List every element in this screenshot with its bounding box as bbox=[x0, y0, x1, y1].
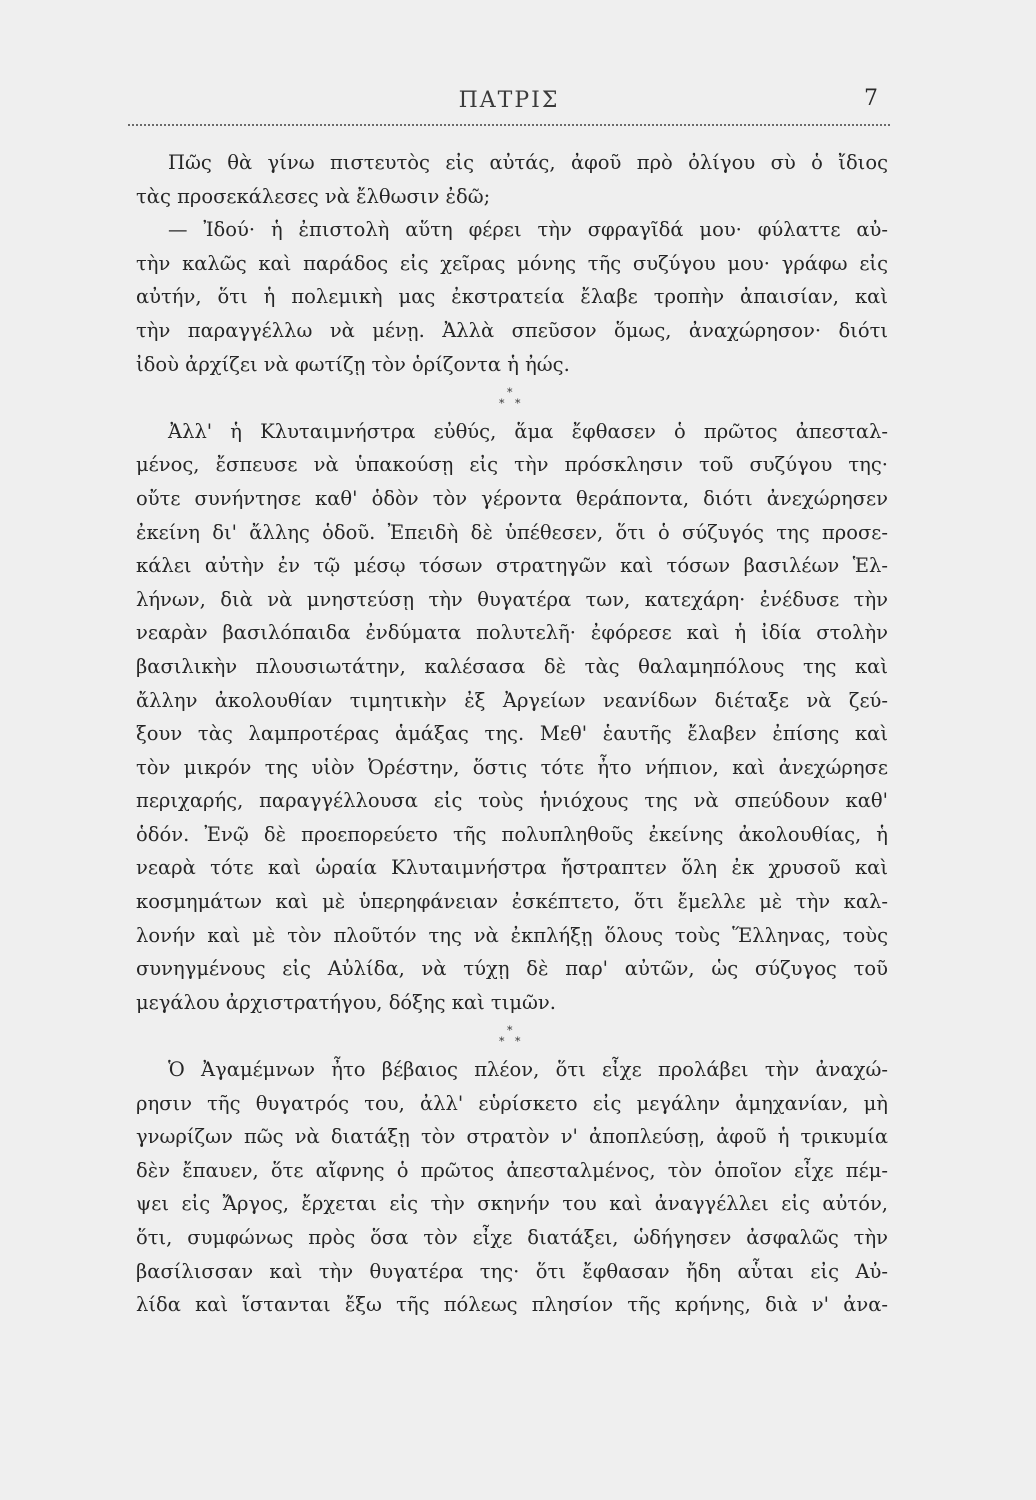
text-line: δὲν ἔπαυεν, ὅτε αἴφνης ὁ πρῶτος ἀπεσταλμένος, τὸν ὁποῖον εἶχε πέμ- bbox=[136, 1158, 888, 1182]
asterism-star: * bbox=[507, 386, 513, 400]
text-line: βασίλισσαν καὶ τὴν θυγατέρα της· ὅτι ἔφθασαν ἤδη αὗται εἰς Αὐ- bbox=[136, 1259, 888, 1283]
body-text bbox=[136, 146, 888, 1322]
text-line: νεαρὰν βασιλόπαιδα ἐνδύματα πολυτελῆ· ἐφόρεσε καὶ ἡ ἰδία στολὴν bbox=[136, 621, 888, 645]
text-line: κάλει αὐτὴν ἐν τῷ μέσῳ τόσων στρατηγῶν καὶ τόσων βασιλέων Ἑλ- bbox=[136, 554, 888, 578]
text-line: αὐτήν, ὅτι ἡ πολεμικὴ μας ἐκστρατεία ἔλαβε τροπὴν ἀπαισίαν, καὶ bbox=[136, 285, 888, 309]
asterism-star: * bbox=[499, 1035, 505, 1049]
text-line: ρησιν τῆς θυγατρός του, ἀλλ' εὑρίσκετο εἰς μεγάλην ἀμηχανίαν, μὴ bbox=[136, 1091, 888, 1115]
text-line: Πῶς θὰ γίνω πιστευτὸς εἰς αὐτάς, ἀφοῦ πρὸ ὀλίγου σὺ ὁ ἴδιος bbox=[168, 151, 888, 174]
text-line: οὔτε συνήντησε καθ' ὁδὸν τὸν γέροντα θεράποντα, διότι ἀνεχώρησεν bbox=[136, 486, 888, 510]
text-line: τὴν παραγγέλλω νὰ μένῃ. Ἀλλὰ σπεῦσον ὅμως, ἀναχώρησον· διότι bbox=[136, 318, 888, 342]
text-line: ἰδοὺ ἀρχίζει νὰ φωτίζῃ τὸν ὁρίζοντα ἡ ἠώς. bbox=[136, 352, 570, 376]
header-rule bbox=[128, 124, 890, 126]
text-line: ἐκείνη δι' ἄλλης ὁδοῦ. Ἐπειδὴ δὲ ὑπέθεσεν, ὅτι ὁ σύζυγός της προσε- bbox=[136, 520, 888, 544]
text-line: Ἀλλ' ἡ Κλυταιμνήστρα εὐθύς, ἅμα ἔφθασεν ὁ πρῶτος ἀπεσταλ- bbox=[168, 419, 888, 443]
text-line: λήνων, διὰ νὰ μνηστεύσῃ τὴν θυγατέρα των, κατεχάρη· ἐνέδυσε τὴν bbox=[136, 587, 888, 611]
text-line: ἄλλην ἀκολουθίαν τιμητικὴν ἐξ Ἀργείων νεανίδων διέταξε νὰ ζεύ- bbox=[136, 688, 888, 712]
page-number: 7 bbox=[864, 86, 878, 111]
text-line: ὅτι, συμφώνως πρὸς ὅσα τὸν εἶχε διατάξει, ὡδήγησεν ἀσφαλῶς τὴν bbox=[136, 1226, 888, 1249]
asterism-star: * bbox=[507, 1024, 513, 1038]
text-line: τὴν καλῶς καὶ παράδος εἰς χεῖρας μόνης τῆς συζύγου μου· γράφω εἰς bbox=[136, 251, 888, 275]
text-line: γνωρίζων πῶς νὰ διατάξῃ τὸν στρατὸν ν' ἀποπλεύσῃ, ἀφοῦ ἡ τρικυμία bbox=[136, 1125, 888, 1149]
text-line: ὁδόν. Ἐνῷ δὲ προεπορεύετο τῆς πολυπληθοῦς ἐκείνης ἀκολουθίας, ἡ bbox=[136, 822, 888, 846]
text-line: τὸν μικρόν της υἱὸν Ὀρέστην, ὅστις τότε ἦτο νήπιον, καὶ ἀνεχώρησε bbox=[136, 755, 888, 779]
text-line: κοσμημάτων καὶ μὲ ὑπερηφάνειαν ἐσκέπτετο, ὅτι ἔμελλε μὲ τὴν καλ- bbox=[136, 890, 888, 914]
page-header bbox=[128, 86, 890, 122]
asterism-star: * bbox=[499, 397, 505, 411]
asterism-star: * bbox=[515, 1035, 521, 1049]
text-line: τὰς προσεκάλεσες νὰ ἔλθωσιν ἐδῶ; bbox=[136, 184, 491, 208]
text-line: λονήν καὶ μὲ τὸν πλοῦτόν της νὰ ἐκπλήξῃ ὅλους τοὺς Ἕλληνας, τοὺς bbox=[136, 923, 888, 947]
text-line: λίδα καὶ ἵστανται ἔξω τῆς πόλεως πλησίον τῆς κρήνης, διὰ ν' ἀνα- bbox=[136, 1293, 888, 1317]
asterism-separator bbox=[136, 381, 888, 415]
asterism-separator bbox=[136, 1019, 888, 1053]
text-line: νεαρὰ τότε καὶ ὡραία Κλυταιμνήστρα ἤστραπτεν ὅλη ἐκ χρυσοῦ καὶ bbox=[136, 856, 888, 880]
text-line: περιχαρής, παραγγέλλουσα εἰς τοὺς ἡνιόχους της νὰ σπεύδουν καθ' bbox=[136, 789, 888, 813]
asterism-star: * bbox=[515, 397, 521, 411]
text-line: μένος, ἔσπευσε νὰ ὑπακούσῃ εἰς τὴν πρόσκλησιν τοῦ συζύγου της· bbox=[136, 453, 888, 477]
text-line: Ὁ Ἀγαμέμνων ἦτο βέβαιος πλέον, ὅτι εἶχε προλάβει τὴν ἀναχώ- bbox=[168, 1058, 888, 1082]
text-line: — Ἰδού· ἡ ἐπιστολὴ αὕτη φέρει τὴν σφραγῖδά μου· φύλαττε αὐ- bbox=[168, 218, 888, 242]
text-line: βασιλικὴν πλουσιωτάτην, καλέσασα δὲ τὰς θαλαμηπόλους της καὶ bbox=[136, 654, 888, 678]
text-line: ξουν τὰς λαμπροτέρας ἁμάξας της. Μεθ' ἑαυτῆς ἔλαβεν ἐπίσης καὶ bbox=[136, 722, 888, 746]
text-line: ψει εἰς Ἄργος, ἔρχεται εἰς τὴν σκηνήν του καὶ ἀναγγέλλει εἰς αὐτόν, bbox=[136, 1192, 888, 1216]
text-line: συνηγμένους εἰς Αὐλίδα, νὰ τύχῃ δὲ παρ' αὐτῶν, ὡς σύζυγος τοῦ bbox=[136, 957, 888, 981]
text-line: μεγάλου ἀρχιστρατήγου, δόξης καὶ τιμῶν. bbox=[136, 990, 556, 1014]
running-title: ΠΑΤΡΙΣ bbox=[458, 88, 560, 113]
